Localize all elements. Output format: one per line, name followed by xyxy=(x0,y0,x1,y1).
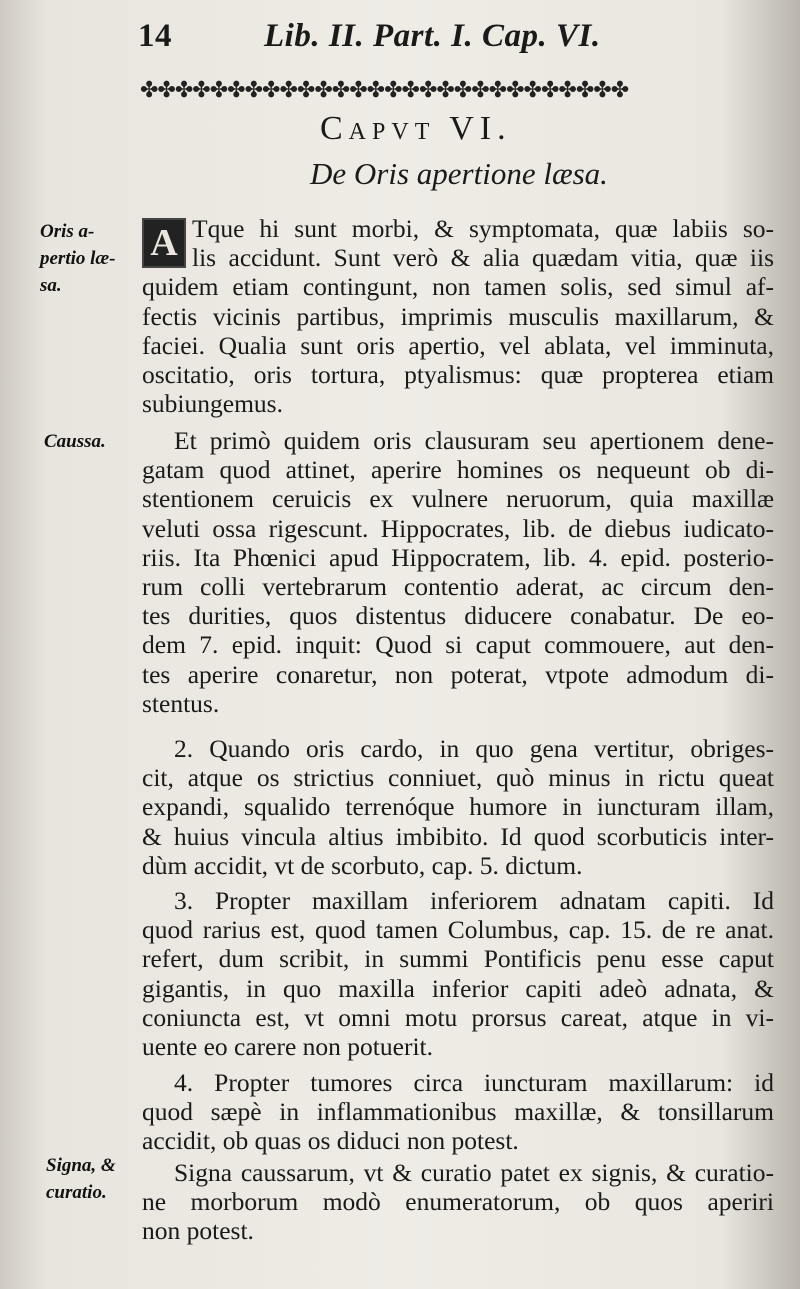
paragraph-1 xyxy=(142,214,774,418)
paragraph-4 xyxy=(142,886,774,1061)
decorative-ornament-band: ✤✤✤✤✤✤✤✤✤✤✤✤✤✤✤✤✤✤✤✤✤✤✤✤✤✤✤✤ xyxy=(140,78,629,103)
margin-note-caussa xyxy=(44,428,106,455)
text-line: dem 7. epid. inquit: Quod si caput commouere, aut den- xyxy=(142,630,774,660)
text-line: dùm accidit, vt de scorbuto, cap. 5. dictum. xyxy=(142,850,583,880)
text-line: veluti ossa rigescunt. Hippocrates, lib. de diebus iudicato- xyxy=(142,513,774,543)
margin-note-line: sa. xyxy=(40,275,62,296)
paragraph-3 xyxy=(142,734,774,880)
text-line: quod sæpè in inflammationibus maxillæ, & tonsillarum xyxy=(142,1097,774,1127)
page-number: 14 xyxy=(138,18,172,54)
text-line: quidem etiam contingunt, non tamen solis, sed simul af- xyxy=(142,272,774,302)
paragraph-2 xyxy=(142,426,774,718)
text-line: faciei. Qualia sunt oris apertio, vel ablata, vel imminuta, xyxy=(142,330,774,360)
text-line: expandi, squalido terrenóque humore in iuncturam illam, xyxy=(142,792,774,822)
margin-note-line: curatio. xyxy=(46,1182,107,1203)
running-title: Lib. II. Part. I. Cap. VI. xyxy=(264,18,601,54)
text-line: Et primò quidem oris clausuram seu apertionem dene- xyxy=(174,426,774,455)
running-head xyxy=(138,18,678,62)
text-line: riis. Ita Phœnici apud Hippocratem, lib. 4. epid. posterio- xyxy=(142,542,774,572)
text-line: oscitatio, oris tortura, ptyalismus: quæ propterea etiam xyxy=(142,360,774,390)
text-line: non potest. xyxy=(142,1216,254,1246)
text-line: refert, dum scribit, in summi Pontificis penu esse caput xyxy=(142,944,774,974)
margin-note-signa xyxy=(46,1152,116,1206)
drop-cap: A xyxy=(142,218,186,268)
text-line: stentionem ceruicis ex vulnere neruorum, quia maxillæ xyxy=(142,484,774,514)
text-line: Signa caussarum, vt & curatio patet ex signis, & curatio- xyxy=(174,1158,774,1187)
text-line: & huius vincula altius imbibito. Id quod scorbuticis inter- xyxy=(142,821,774,851)
text-line: rum colli vertebrarum contentio aderat, ac circum den- xyxy=(142,572,774,602)
paragraph-6 xyxy=(142,1158,774,1246)
text-line: gigantis, in quo maxilla inferior capiti adeò adnata, & xyxy=(142,973,774,1003)
text-line: accidit, ob quas os diduci non potest. xyxy=(142,1126,519,1156)
paragraph-5 xyxy=(142,1068,774,1156)
text-line: stentus. xyxy=(142,688,220,718)
chapter-subtitle: De Oris apertione læsa. xyxy=(310,156,608,191)
margin-note-oris xyxy=(40,218,115,299)
text-line: ne morborum modò enumeratorum, ob quos aperiri xyxy=(142,1187,774,1217)
text-line: tes aperire conaretur, non poterat, vtpote admodum di- xyxy=(142,659,774,689)
text-line: uente eo carere non potuerit. xyxy=(142,1032,433,1062)
text-line: 2. Quando oris cardo, in quo gena vertitur, obriges- xyxy=(174,734,774,763)
text-line: Tque hi sunt morbi, & symptomata, quæ labiis so- xyxy=(192,214,774,243)
text-line: coniuncta est, vt omni motu prorsus careat, atque in vi- xyxy=(142,1002,774,1032)
text-line: gatam quod attinet, aperire homines os nequeunt ob di- xyxy=(142,455,774,485)
text-line: cit, atque os strictius conniuet, quò minus in rictu queat xyxy=(142,763,774,793)
text-line: lis accidunt. Sunt verò & alia quædam vitia, quæ iis xyxy=(192,243,774,273)
margin-note-line: Oris a- xyxy=(40,221,95,242)
text-line: fectis vicinis partibus, imprimis musculis maxillarum, & xyxy=(142,301,774,331)
text-line: subiungemus. xyxy=(142,389,283,419)
margin-note-line: pertio læ- xyxy=(40,248,116,269)
margin-note-line: Signa, & xyxy=(46,1155,116,1176)
margin-note-line: Caussa. xyxy=(44,431,106,452)
text-line: 3. Propter maxillam inferiorem adnatam capiti. Id xyxy=(174,886,774,915)
chapter-heading: Capvt VI. xyxy=(320,110,512,147)
text-line: 4. Propter tumores circa iuncturam maxillarum: id xyxy=(174,1068,774,1097)
text-line: quod rarius est, quod tamen Columbus, cap. 15. de re anat. xyxy=(142,915,774,945)
text-line: tes durities, quos distentus diducere conabatur. De eo- xyxy=(142,601,774,631)
